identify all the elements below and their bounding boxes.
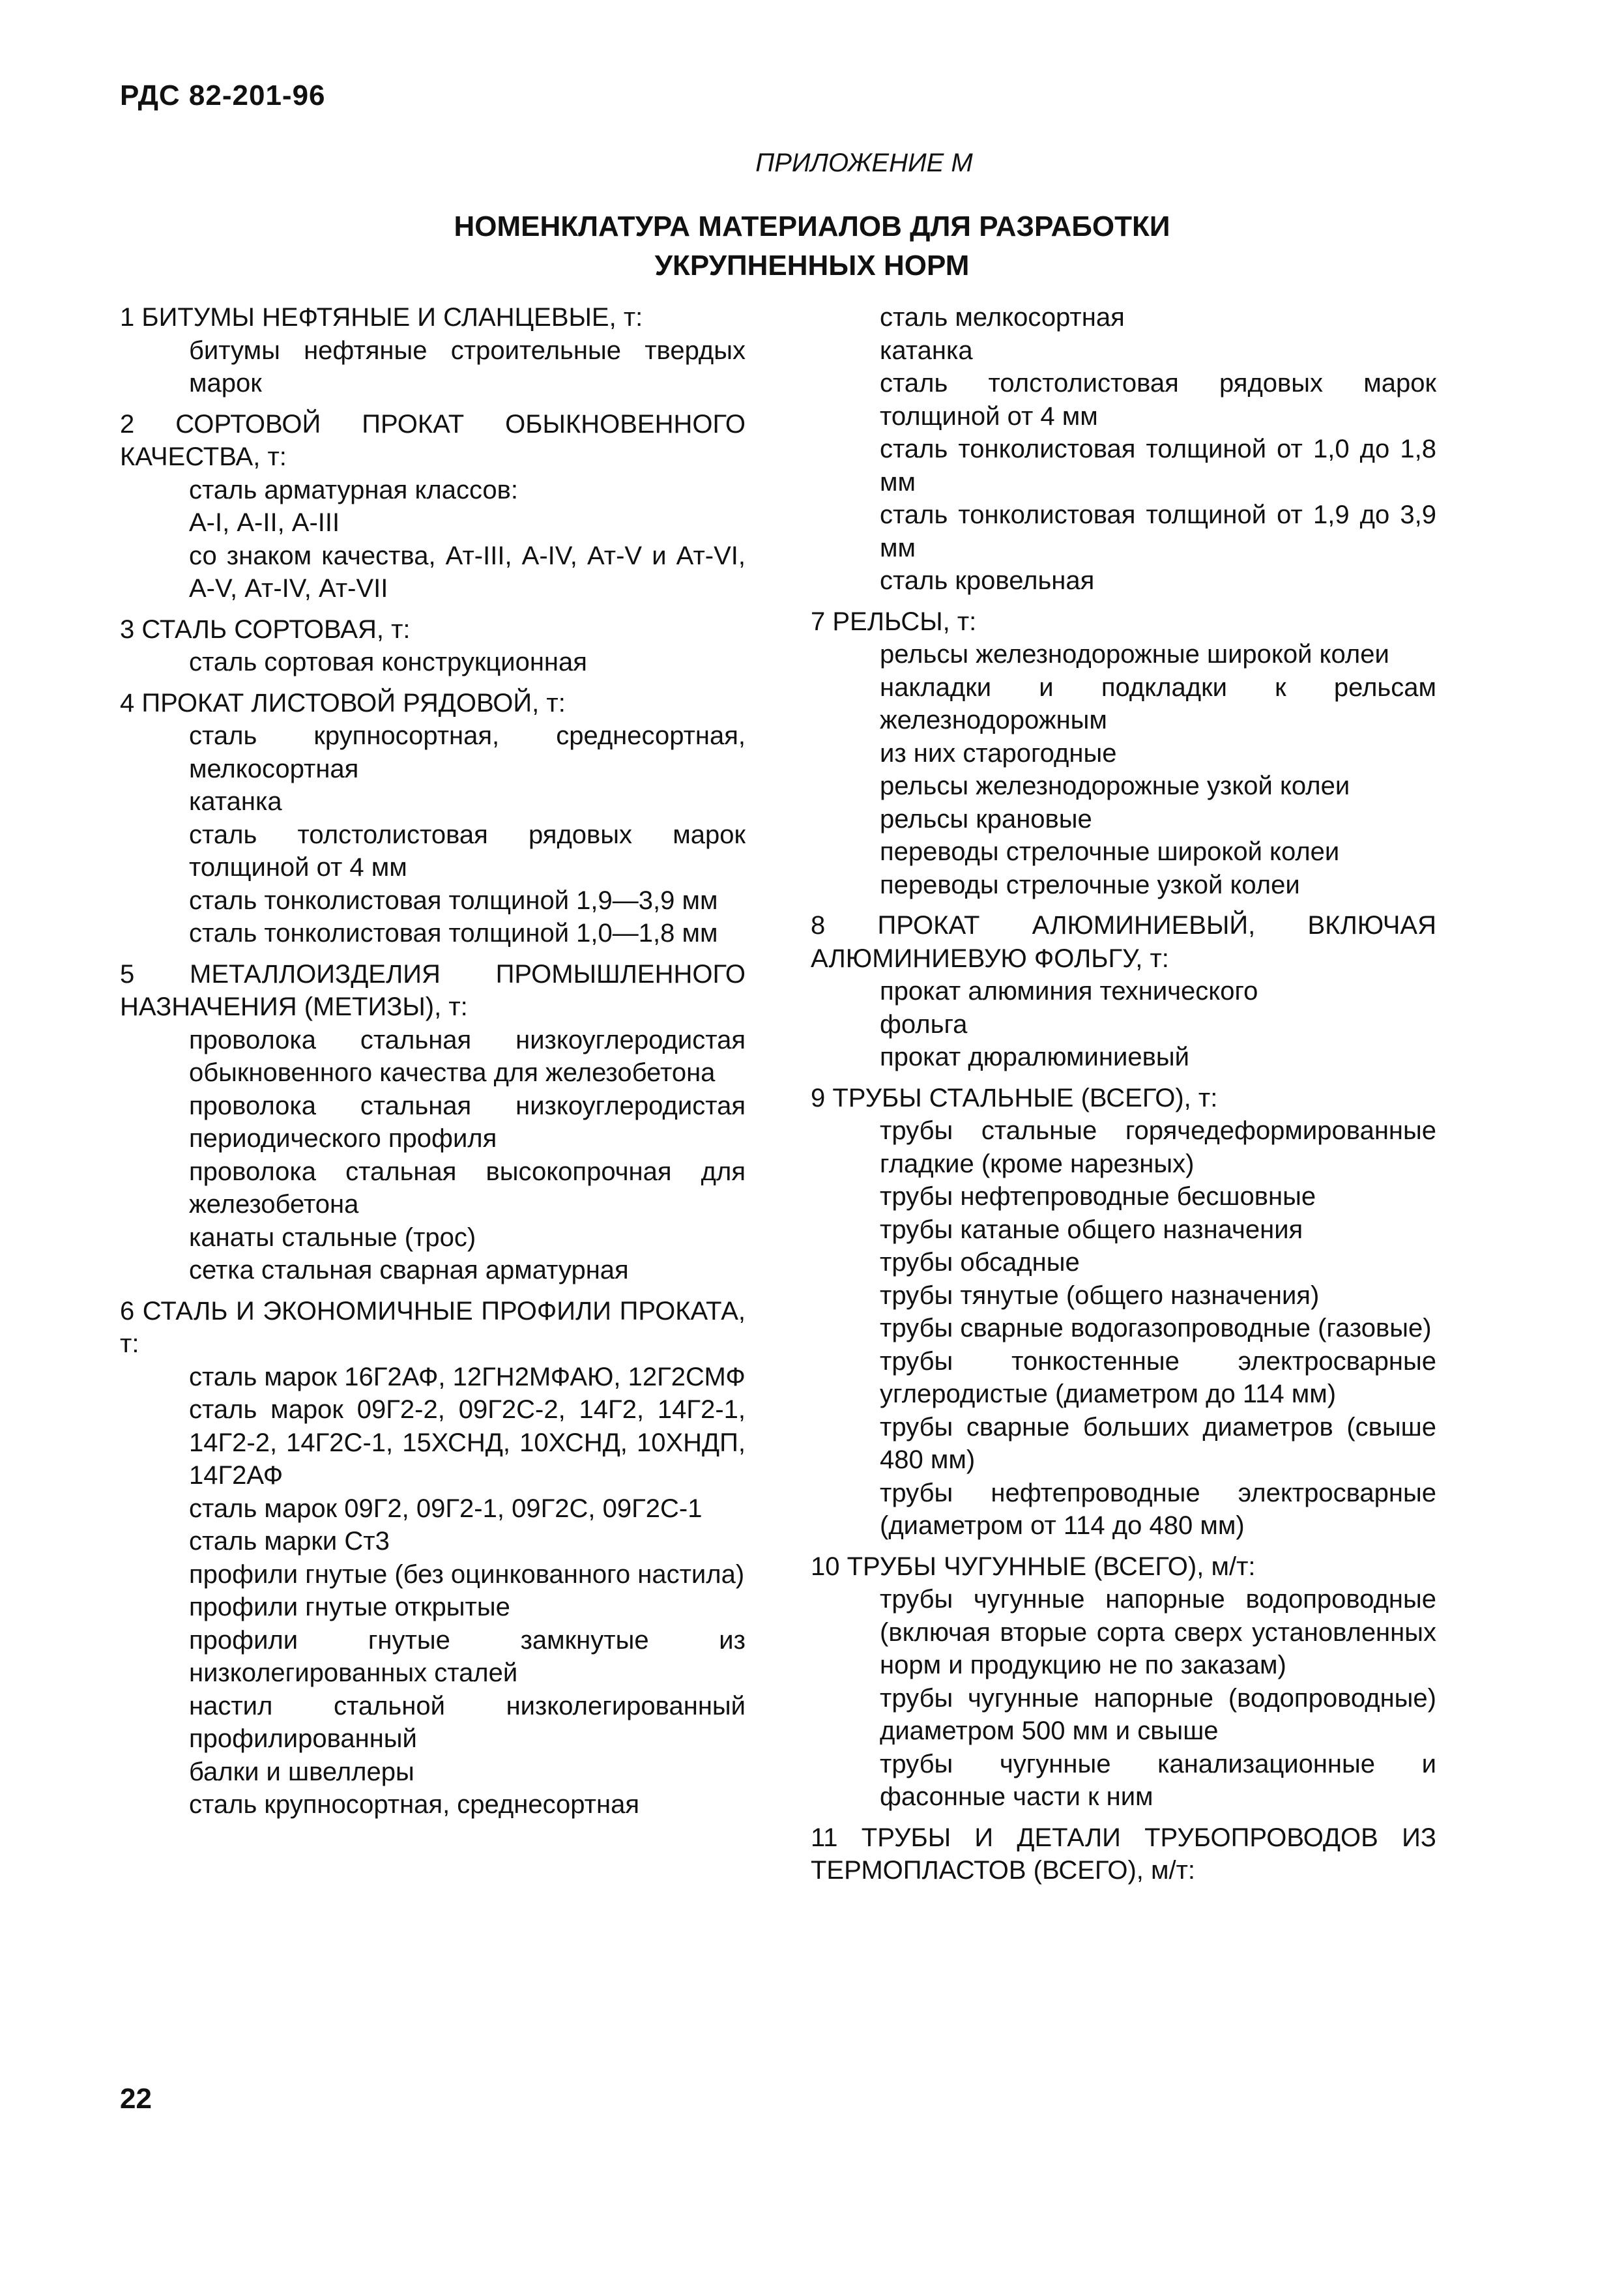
list-item: сталь марки Ст3 xyxy=(189,1527,390,1556)
list-item: трубы нефтепроводные электросварные (диаметром от 114 до 480 мм) xyxy=(880,1478,1436,1540)
list-item: накладки и подкладки к рельсам железнодорожным xyxy=(880,673,1436,734)
document-code: РДС 82-201-96 xyxy=(120,80,326,111)
list-item: прокат дюралюминиевый xyxy=(880,1043,1189,1071)
list-item: сталь марок 09Г2, 09Г2-1, 09Г2С, 09Г2С-1 xyxy=(189,1494,703,1523)
list-item: трубы нефтепроводные бесшовные xyxy=(880,1182,1316,1211)
section-heading: 8 ПРОКАТ АЛЮМИНИЕВЫЙ, ВКЛЮЧАЯ АЛЮМИНИЕВУЮ ФОЛЬГУ, т: xyxy=(811,911,1436,973)
list-item: прокат алюминия технического xyxy=(880,977,1258,1006)
section-heading: 7 РЕЛЬСЫ, т: xyxy=(811,607,977,636)
list-item: сталь кровельная xyxy=(880,566,1095,595)
section-heading: 4 ПРОКАТ ЛИСТОВОЙ РЯДОВОЙ, т: xyxy=(120,688,566,717)
list-section xyxy=(120,613,746,679)
list-item: катанка xyxy=(189,787,282,816)
list-item: сталь тонколистовая толщиной от 1,9 до 3,9 мм xyxy=(880,500,1436,562)
list-item: трубы тянутые (общего назначения) xyxy=(880,1281,1320,1310)
list-item: сталь толстолистовая рядовых марок толщиной от 4 мм xyxy=(880,369,1436,431)
list-item: катанка xyxy=(880,336,973,365)
section-heading: 11 ТРУБЫ И ДЕТАЛИ ТРУБОПРОВОДОВ ИЗ ТЕРМОПЛАСТОВ (ВСЕГО), м/т: xyxy=(811,1823,1436,1885)
list-item: сталь мелкосортная xyxy=(880,303,1125,332)
list-section xyxy=(811,1550,1436,1814)
section-heading: 5 МЕТАЛЛОИЗДЕЛИЯ ПРОМЫШЛЕННОГО НАЗНАЧЕНИЯ (МЕТИЗЫ), т: xyxy=(120,959,746,1021)
list-item: сталь тонколистовая толщиной от 1,0 до 1,8 мм xyxy=(880,435,1436,497)
page-number: 22 xyxy=(120,2083,152,2115)
list-section xyxy=(120,1295,746,1821)
list-item: из них старогодные xyxy=(880,738,1117,768)
list-section xyxy=(811,605,1436,902)
list-item: настил стальной низколегированный профилированный xyxy=(189,1691,746,1753)
list-item: А-I, А-II, А-III xyxy=(189,508,340,537)
right-column xyxy=(811,301,1436,1895)
list-item: трубы чугунные напорные водопроводные (включая вторые сорта сверх установленных норм и продукцию не по заказам) xyxy=(880,1585,1436,1679)
list-section xyxy=(120,301,746,400)
section-heading: 3 СТАЛЬ СОРТОВАЯ, т: xyxy=(120,615,411,644)
list-section xyxy=(811,1082,1436,1543)
list-item: профили гнутые открытые xyxy=(189,1593,510,1621)
section-heading: 6 СТАЛЬ И ЭКОНОМИЧНЫЕ ПРОФИЛИ ПРОКАТА, т: xyxy=(120,1296,746,1358)
list-section xyxy=(811,301,1436,598)
list-item: сталь толстолистовая рядовых марок толщиной от 4 мм xyxy=(189,820,746,882)
list-section xyxy=(811,909,1436,1074)
list-item: трубы чугунные канализационные и фасонные части к ним xyxy=(880,1749,1436,1811)
list-item: рельсы крановые xyxy=(880,804,1092,833)
left-column xyxy=(120,301,746,1829)
list-item: трубы обсадные xyxy=(880,1248,1080,1277)
list-item: проволока стальная низкоуглеродистая обыкновенного качества для железобетона xyxy=(189,1025,746,1087)
page-title xyxy=(0,207,1624,285)
list-item: переводы стрелочные узкой колеи xyxy=(880,870,1300,899)
appendix-label: ПРИЛОЖЕНИЕ М xyxy=(755,149,973,177)
section-heading: 1 БИТУМЫ НЕФТЯНЫЕ И СЛАНЦЕВЫЕ, т: xyxy=(120,303,643,332)
list-item: сталь тонколистовая толщиной 1,9—3,9 мм xyxy=(189,886,718,915)
list-section xyxy=(811,1821,1436,1887)
list-item: профили гнутые замкнутые из низколегированных сталей xyxy=(189,1625,746,1687)
list-section xyxy=(120,958,746,1287)
list-item: со знаком качества, Ат-III, А-IV, Ат-V и Ат-VI, А-V, Ат-IV, Ат-VII xyxy=(189,541,746,603)
list-item: переводы стрелочные широкой колеи xyxy=(880,837,1340,866)
list-item: сталь крупносортная, среднесортная xyxy=(189,1790,639,1819)
list-item: трубы тонкостенные электросварные углеродистые (диаметром до 114 мм) xyxy=(880,1346,1436,1408)
list-item: сетка стальная сварная арматурная xyxy=(189,1256,629,1284)
title-line-2: УКРУПНЕННЫХ НОРМ xyxy=(654,250,970,282)
list-item: профили гнутые (без оцинкованного настила) xyxy=(189,1559,745,1589)
list-item: сталь арматурная классов: xyxy=(189,475,519,504)
list-item: проволока стальная низкоуглеродистая периодического профиля xyxy=(189,1091,746,1153)
list-item: трубы сварные больших диаметров (свыше 480 мм) xyxy=(880,1412,1436,1474)
list-item: трубы катаные общего назначения xyxy=(880,1215,1303,1244)
list-item: сталь марок 09Г2-2, 09Г2С-2, 14Г2, 14Г2-1, 14Г2-2, 14Г2С-1, 15ХСНД, 10ХСНД, 10ХНДП, 14Г2АФ xyxy=(189,1395,746,1490)
list-item: рельсы железнодорожные широкой колеи xyxy=(880,640,1389,669)
list-item: сталь сортовая конструкционная xyxy=(189,648,587,676)
list-item: трубы стальные горячедеформированные гладкие (кроме нарезных) xyxy=(880,1116,1436,1178)
list-item: канаты стальные (трос) xyxy=(189,1223,476,1252)
section-heading: 2 СОРТОВОЙ ПРОКАТ ОБЫКНОВЕННОГО КАЧЕСТВА, т: xyxy=(120,409,746,471)
list-item: сталь тонколистовая толщиной 1,0—1,8 мм xyxy=(189,919,718,948)
list-item: трубы чугунные напорные (водопроводные) диаметром 500 мм и свыше xyxy=(880,1683,1436,1745)
list-section xyxy=(120,408,746,605)
list-section xyxy=(120,687,746,950)
list-item: сталь марок 16Г2АФ, 12ГН2МФАЮ, 12Г2СМФ xyxy=(189,1362,746,1391)
list-item: проволока стальная высокопрочная для железобетона xyxy=(189,1157,746,1219)
list-item: фольга xyxy=(880,1009,968,1039)
list-item: битумы нефтяные строительные твердых марок xyxy=(189,336,746,398)
list-item: трубы сварные водогазопроводные (газовые) xyxy=(880,1314,1432,1342)
section-heading: 9 ТРУБЫ СТАЛЬНЫЕ (ВСЕГО), т: xyxy=(811,1083,1218,1112)
list-item: сталь крупносортная, среднесортная, мелкосортная xyxy=(189,721,746,783)
list-item: балки и швеллеры xyxy=(189,1757,414,1786)
list-item: рельсы железнодорожные узкой колеи xyxy=(880,772,1350,800)
section-heading: 10 ТРУБЫ ЧУГУННЫЕ (ВСЕГО), м/т: xyxy=(811,1552,1256,1581)
title-line-1: НОМЕНКЛАТУРА МАТЕРИАЛОВ ДЛЯ РАЗРАБОТКИ xyxy=(454,210,1170,242)
